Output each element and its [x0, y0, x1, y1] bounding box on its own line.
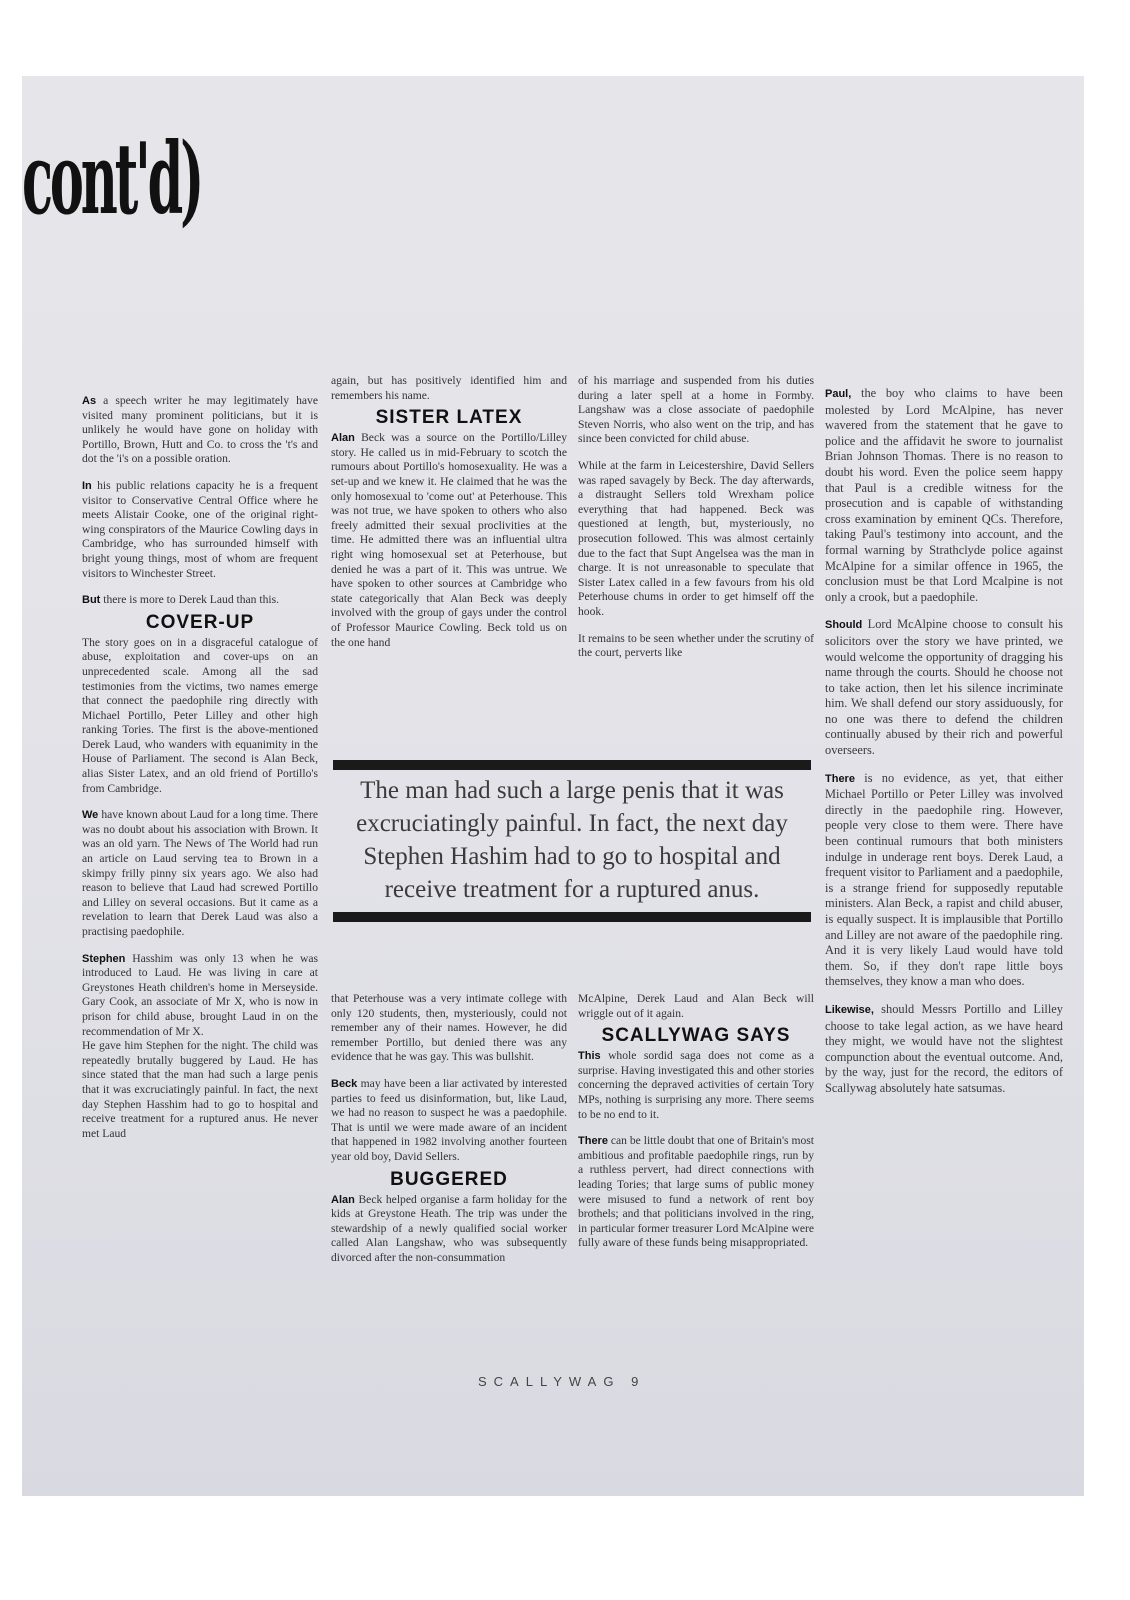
paragraph: Likewise, should Messrs Portillo and Lilley choose to take legal action, as we have heard they might, we would have not the slightest compunction about the eventual outcome. And, by the way, just for the record, the editors of Scallywag absolutely hate satsumas. [825, 1001, 1063, 1095]
section-heading-scallywag-says: SCALLYWAG SAYS [601, 1025, 791, 1047]
paragraph: In his public relations capacity he is a frequent visitor to Conservative Central Office where he meets Alistair Cooke, one of the original right-wing conspirators of the Maurice Cowling days in Cambridge, who has surrounded himself with bright young things, most of whom are frequent visitors to Winchester Street. [82, 478, 318, 580]
section-heading-sister-latex: SISTER LATEX [375, 407, 523, 429]
paragraph: It remains to be seen whether under the scrutiny of the court, perverts like [578, 631, 814, 660]
column-3-bottom [578, 992, 814, 1263]
paragraph: The story goes on in a disgraceful catalogue of abuse, exploitation and cover-ups on an unprecedented scale. Among all the sad testimonies from the victims, two names emerge that connect the paedophile ring directly with Michael Portillo, Peter Lilley and other high ranking Tories. The first is the above-mentioned Derek Laud, who wanders with equanimity in the House of Parliament. The second is Alan Beck, alias Sister Latex, and an old friend of Portillo's from Cambridge. [82, 635, 318, 795]
paragraph: Stephen Hasshim was only 13 when he was introduced to Laud. He was living in care at Greystones Heath children's home in Merseyside. Gary Cook, an associate of Mr X, who is now in prison for child abuse, brought Laud in on the recommendation of Mr X. [82, 951, 318, 1038]
paragraph: Beck may have been a liar activated by interested parties to feed us disinformation, but, like Laud, we had no reason to suspect he was a paedophile. That is until we were made aware of an incident that happened in 1982 involving another fourteen year old boy, David Sellers. [331, 1076, 567, 1163]
paragraph: McAlpine, Derek Laud and Alan Beck will wriggle out of it again. [578, 992, 814, 1020]
column-2-bottom [331, 992, 567, 1278]
paragraph: This whole sordid saga does not come as a surprise. Having investigated this and other stories concerning the depraved activities of certain Tory MPs, nothing is surprising any more. There seems to be no end to it. [578, 1049, 814, 1121]
paragraph: Paul, the boy who claims to have been molested by Lord McAlpine, has never wavered from the statement that he gave to police and the affidavit he swore to journalist Brian Johnson Thomas. There is no reason to doubt his word. Even the police seem happy that Paul is a credible witness for the prosecution and is capable of withstanding cross examination by eminent QCs. Therefore, taking Paul's testimony into account, and the formal warning by Strathclyde police against McAlpine for a similar offence in 1965, the conclusion must be that Lord Mcalpine is not only a crook, but a paedophile. [825, 386, 1063, 604]
paragraph: Alan Beck was a source on the Portillo/Lilley story. He called us in mid-February to scotch the rumours about Portillo's homosexuality. He was a set-up and we knew it. He claimed that he was the only homosexual to 'come out' at Peterhouse. This was not true, we have spoken to others who also freely admitted their sexual proclivities at the time. He admitted there was an influential ultra right wing homosexual set at Peterhouse, but denied he was a part of it. This was untrue. We have spoken to other sources at Cambridge who state categorically that Alan Beck was deeply involved with the group of gays under the control of Professor Maurice Cowling. Beck told us on the one hand [331, 431, 567, 649]
pull-quote-text: The man had such a large penis that it was excruciatingly painful. In fact, the next day Stephen Hashim had to go to hospital and receive treatment for a ruptured anus. [356, 777, 788, 903]
pull-quote [333, 760, 811, 922]
pull-quote-rule-top [333, 760, 811, 770]
paragraph: that Peterhouse was a very intimate college with only 120 students, then, mysteriously, could not remember any of their names. However, he did remember Portillo, but denied there was any evidence that he was gay. This was bullshit. [331, 992, 567, 1064]
paragraph: We have known about Laud for a long time. There was no doubt about his association with Brown. It was an old yarn. The News of The World had run an article on Laud serving tea to Brown in a skimpy frilly pinny six years ago. We also had reason to believe that Laud had screwed Portillo and Lilley on several occasions. But it came as a revelation to learn that Derek Laud was also a practising paedophile. [82, 808, 318, 938]
pull-quote-rule-bottom [333, 912, 811, 922]
section-heading-cover-up: COVER-UP [145, 611, 255, 633]
paragraph: But there is more to Derek Laud than this. [82, 593, 280, 607]
page-title: cont'd) [22, 122, 202, 237]
paragraph: There is no evidence, as yet, that either Michael Portillo or Peter Lilley was involved directly in the paedophile ring. However, people very close to them were. There have been continual rumours that both ministers indulge in underage rent boys. Derek Laud, a frequent visitor to Parliament and a paedophile, is a strange friend for supposedly reputable ministers. Alan Beck, a rapist and child abuser, is equally suspect. It is implausible that Portillo and Lilley are not aware of the paedophile ring. And it is very likely Laud would have told them. So, if they don't rape little boys themselves, they know a man who does. [825, 770, 1063, 989]
paragraph: There can be little doubt that one of Britain's most ambitious and profitable paedophile rings, run by a ruthless pervert, had direct connections with leading Tories; that large sums of public money were misused to fund a network of rent boy brothels; and that politicians involved in the ring, in particular former treasurer Lord McAlpine were fully aware of these funds being misappropriated. [578, 1134, 814, 1250]
page-footer: SCALLYWAG 9 [478, 1374, 646, 1389]
paragraph: of his marriage and suspended from his duties during a later spell at a home in Formby. Langshaw was a close associate of paedophile Steven Norris, who also went on the trip, and has since been convicted for child abuse. [578, 374, 814, 446]
section-heading-buggered: BUGGERED [390, 1168, 508, 1190]
column-2-top [331, 374, 567, 662]
column-3-top [578, 374, 814, 673]
magazine-page [22, 76, 1084, 1496]
paragraph: As a speech writer he may legitimately have visited many prominent politicians, but it is unlikely he would have gone on holiday with Portillo, Brown, Hutt and Co. to cross the 't's and dot the 'i's on a possible oration. [82, 394, 318, 466]
paragraph: again, but has positively identified him and remembers his name. [331, 374, 567, 402]
paragraph: He gave him Stephen for the night. The child was repeatedly brutally buggered by Laud. He has since stated that the man had such a large penis that it was excruciatingly painful. In fact, the next day Stephen Hasshim had to go to hospital and receive treatment for a ruptured anus. He never met Laud [82, 1039, 318, 1140]
column-4 [825, 386, 1063, 1109]
column-1 [82, 394, 318, 1153]
paragraph: Should Lord McAlpine choose to consult his solicitors over the story we have printed, we would welcome the opportunity of dragging his name through the courts. Should he choose not to take action, then let his silence incriminate him. We shall defend our story assiduously, for no one was there to defend the children continually abused by their rich and powerful overseers. [825, 617, 1063, 758]
paragraph: Alan Beck helped organise a farm holiday for the kids at Greystone Heath. The trip was under the stewardship of a newly qualified social worker called Alan Langshaw, who was subsequently divorced after the non-consummation [331, 1192, 567, 1264]
paragraph: While at the farm in Leicestershire, David Sellers was raped savagely by Beck. The day afterwards, a distraught Sellers told Wrexham police everything that had happened. Beck was questioned at length, but, mysteriously, no prosecution followed. This was almost certainly due to the fact that Supt Angelsea was the man in charge. It is not unreasonable to speculate that Sister Latex called in a few favours from his old Peterhouse chums in order to get himself off the hook. [578, 458, 814, 618]
